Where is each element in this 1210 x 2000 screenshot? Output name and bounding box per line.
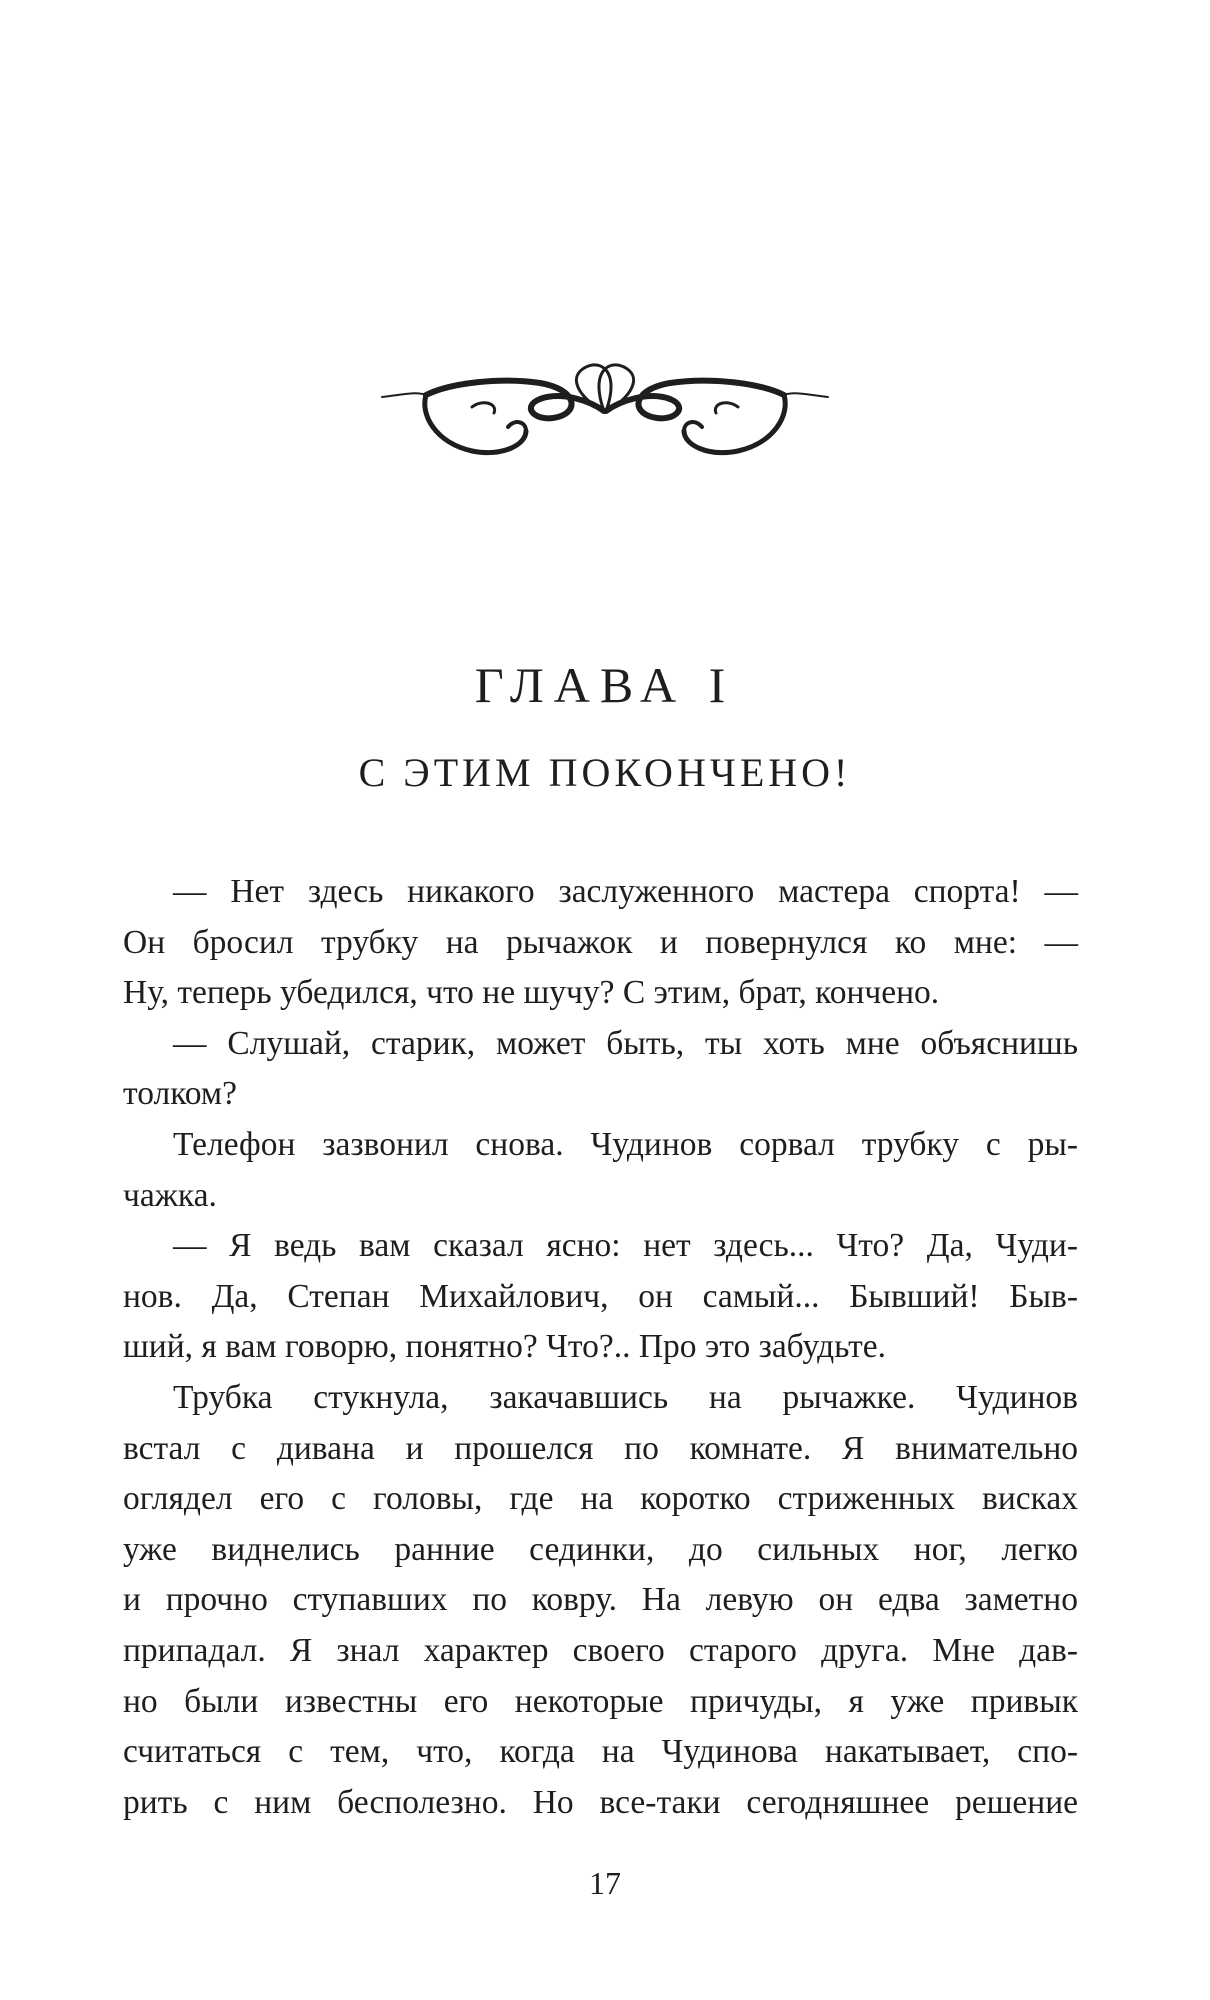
chapter-title: С ЭТИМ ПОКОНЧЕНО!	[358, 750, 852, 795]
chapter-heading: ГЛАВА I	[474, 657, 736, 713]
text-line: чажка.	[123, 1176, 217, 1214]
text-line: оглядел его с головы, где на коротко стриженных висках	[123, 1480, 1078, 1518]
text-line: Трубка стукнула, закачавшись на рычажке. Чудинов	[173, 1378, 1078, 1416]
text-line: Ну, теперь убедился, что не шучу? С этим, брат, кончено.	[123, 974, 940, 1012]
text-line: Телефон зазвонил снова. Чудинов сорвал трубку с ры-	[173, 1125, 1078, 1163]
text-line: — Слушай, старик, может быть, ты хоть мне объяснишь	[173, 1024, 1078, 1062]
text-line: — Я ведь вам сказал ясно: нет здесь... Что? Да, Чуди-	[173, 1227, 1078, 1265]
text-line: и прочно ступавших по ковру. На левую он едва заметно	[123, 1581, 1078, 1619]
text-line: Он бросил трубку на рычажок и повернулся ко мне: —	[123, 923, 1078, 961]
text-line: нов. Да, Степан Михайлович, он самый... Бывший! Быв-	[123, 1277, 1078, 1315]
text-line: уже виднелись ранние сединки, до сильных ног, легко	[123, 1530, 1078, 1568]
text-line: рить с ним бесполезно. Но все-таки сегодняшнее решение	[123, 1783, 1078, 1821]
text-line: но были известны его некоторые причуды, я уже привык	[123, 1682, 1078, 1720]
text-line: припадал. Я знал характер своего старого друга. Мне дав-	[123, 1631, 1078, 1669]
text-line: — Нет здесь никакого заслуженного мастера спорта! —	[173, 873, 1078, 910]
flourish-ornament	[380, 355, 830, 465]
body-text	[123, 867, 1078, 1828]
text-line: встал с дивана и прошелся по комнате. Я внимательно	[123, 1429, 1078, 1467]
text-line: ший, я вам говорю, понятно? Что?.. Про это забудьте.	[123, 1328, 887, 1366]
text-line: толком?	[123, 1075, 237, 1113]
page-number: 17	[589, 1865, 621, 1901]
text-line: считаться с тем, что, когда на Чудинова накатывает, спо-	[123, 1733, 1078, 1771]
